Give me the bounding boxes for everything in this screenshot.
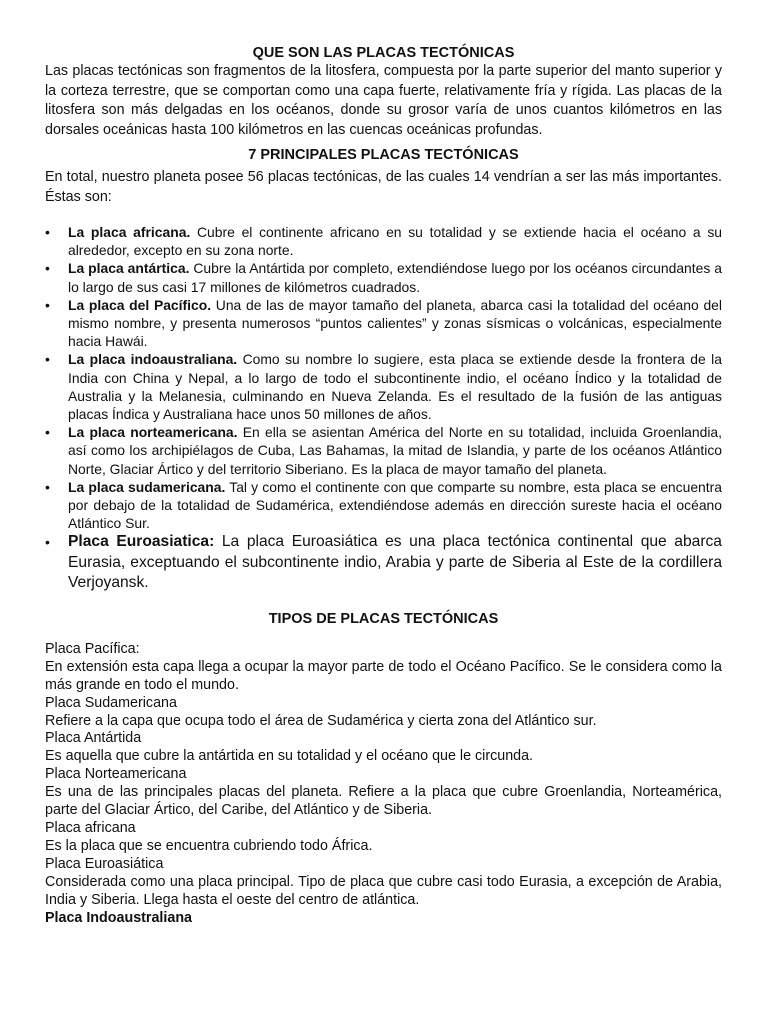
section-title-principales: 7 PRINCIPALES PLACAS TECTÓNICAS	[248, 147, 519, 163]
plate-description: Cubre la Antártida por completo, extendiéndose luego por los océanos circundantes a lo largo de sus casi 17 millones de kilómetros cuadrados.	[68, 260, 722, 295]
section-title-que-son: QUE SON LAS PLACAS TECTÓNICAS	[252, 45, 515, 61]
bullet-icon: •	[45, 224, 50, 240]
type-description: Es la placa que se encuentra cubriendo todo África.	[45, 837, 373, 854]
bullet-icon: •	[45, 478, 50, 495]
document-page	[45, 44, 722, 927]
plate-description: Una de las de mayor tamaño del planeta, abarca casi la totalidad del océano del mismo nombre, y presenta numerosos “puntos calientes” y zonas sísmicas o volcánicas, especialmente hacia Hawái.	[68, 296, 722, 350]
bullet-icon: •	[45, 260, 50, 277]
list-item	[45, 350, 722, 423]
plate-description: En ella se asientan América del Norte en su totalidad, incluida Groenlandia, así como los archipiélagos de Cuba, Las Bahamas, la mitad de Islandia, y parte de los océanos Atlántico Norte, Glaciar Ártico y del territorio Siberiano. Es la placa de mayor tamaño del planeta.	[68, 424, 723, 477]
type-heading: Placa Sudamericana	[45, 694, 177, 711]
plate-name: La placa antártica.	[68, 260, 190, 277]
intro-paragraph: Las placas tectónicas son fragmentos de la litosfera, compuesta por la parte superior del manto superior y la corteza terrestre, que se comportan como una capa fuerte, relativamente fría y rígida. Las placas de la litosfera son más delgadas en los océanos, donde su grosor varía de unos cuantos kilómetros en las dorsales oceánicas hasta 100 kilómetros en las cuencas oceánicas profundas.	[45, 63, 722, 138]
plate-name: La placa norteamericana.	[68, 424, 238, 441]
type-description: Es aquella que cubre la antártida en su totalidad y el océano que le circunda.	[45, 748, 534, 765]
plates-list	[45, 223, 722, 594]
type-heading: Placa Pacífica:	[45, 640, 140, 657]
type-description: Es una de las principales placas del planeta. Refiere a la placa que cubre Groenlandia, Norteamérica, parte del Glaciar Ártico, del Caribe, del Atlántico y de Siberia.	[45, 784, 722, 819]
type-description: Considerada como una placa principal. Tipo de placa que cubre casi todo Eurasia, a excepción de Arabia, India y Siberia. Llega hasta el oeste del centro de atlántica.	[45, 873, 722, 908]
bullet-icon: •	[45, 424, 50, 441]
type-heading: Placa Antártida	[45, 730, 142, 747]
plate-description: Tal y como el continente con que comparte su nombre, esta placa se encuentra por debajo de la totalidad de Sudamérica, extendiéndose además en dirección sureste hacia el océano Atlántico Sur.	[68, 478, 722, 532]
bullet-icon: •	[45, 351, 50, 368]
type-description: En extensión esta capa llega a ocupar la mayor parte de todo el Océano Pacífico. Se le considera como la más grande en todo el mundo.	[45, 658, 722, 693]
type-heading: Placa Indoaustraliana	[45, 909, 192, 926]
plate-description: Como su nombre lo sugiere, esta placa se extiende desde la frontera de la India con China y Nepal, a lo largo de todo el subcontinente indio, el océano Índico y la totalidad de Australia y la Melanesia, culminando en Nueva Zelanda. Es el resultado de la fusión de las antiguas placas Índica y Australiana hace unos 50 millones de años.	[68, 351, 722, 423]
type-description: Refiere a la capa que ocupa todo el área de Sudamérica y cierta zona del Atlántico sur.	[45, 712, 597, 729]
bullet-icon: •	[45, 534, 50, 551]
section-title-tipos: TIPOS DE PLACAS TECTÓNICAS	[268, 610, 499, 627]
plate-description: Cubre el continente africano en su totalidad y se extiende hacia el océano a su alrededor, excepto en su zona norte.	[68, 224, 723, 259]
types-section	[45, 641, 722, 928]
list-item	[45, 259, 722, 295]
type-heading: Placa africana	[45, 820, 136, 837]
type-heading: Placa Euroasiática	[45, 855, 164, 872]
plate-name: La placa indoaustraliana.	[68, 351, 238, 368]
plate-name: La placa del Pacífico.	[68, 296, 212, 313]
plate-description: La placa Euroasiática es una placa tectónica continental que abarca Eurasia, exceptuando el subcontinente indio, Arabia y parte de Siberia al Este de la cordillera Verjoyansk.	[68, 533, 722, 592]
list-item	[45, 223, 722, 259]
bullet-icon: •	[45, 296, 50, 313]
plate-name: La placa africana.	[68, 224, 191, 240]
list-item	[45, 296, 722, 351]
type-heading: Placa Norteamericana	[45, 766, 187, 783]
list-item	[45, 532, 722, 594]
list-item	[45, 478, 722, 533]
list-item	[45, 423, 722, 478]
plate-name: Placa Euroasiatica:	[68, 533, 215, 551]
plate-name: La placa sudamericana.	[68, 478, 226, 495]
plates-intro-paragraph: En total, nuestro planeta posee 56 placas tectónicas, de las cuales 14 vendrían a ser las más importantes. Éstas son:	[45, 169, 722, 205]
